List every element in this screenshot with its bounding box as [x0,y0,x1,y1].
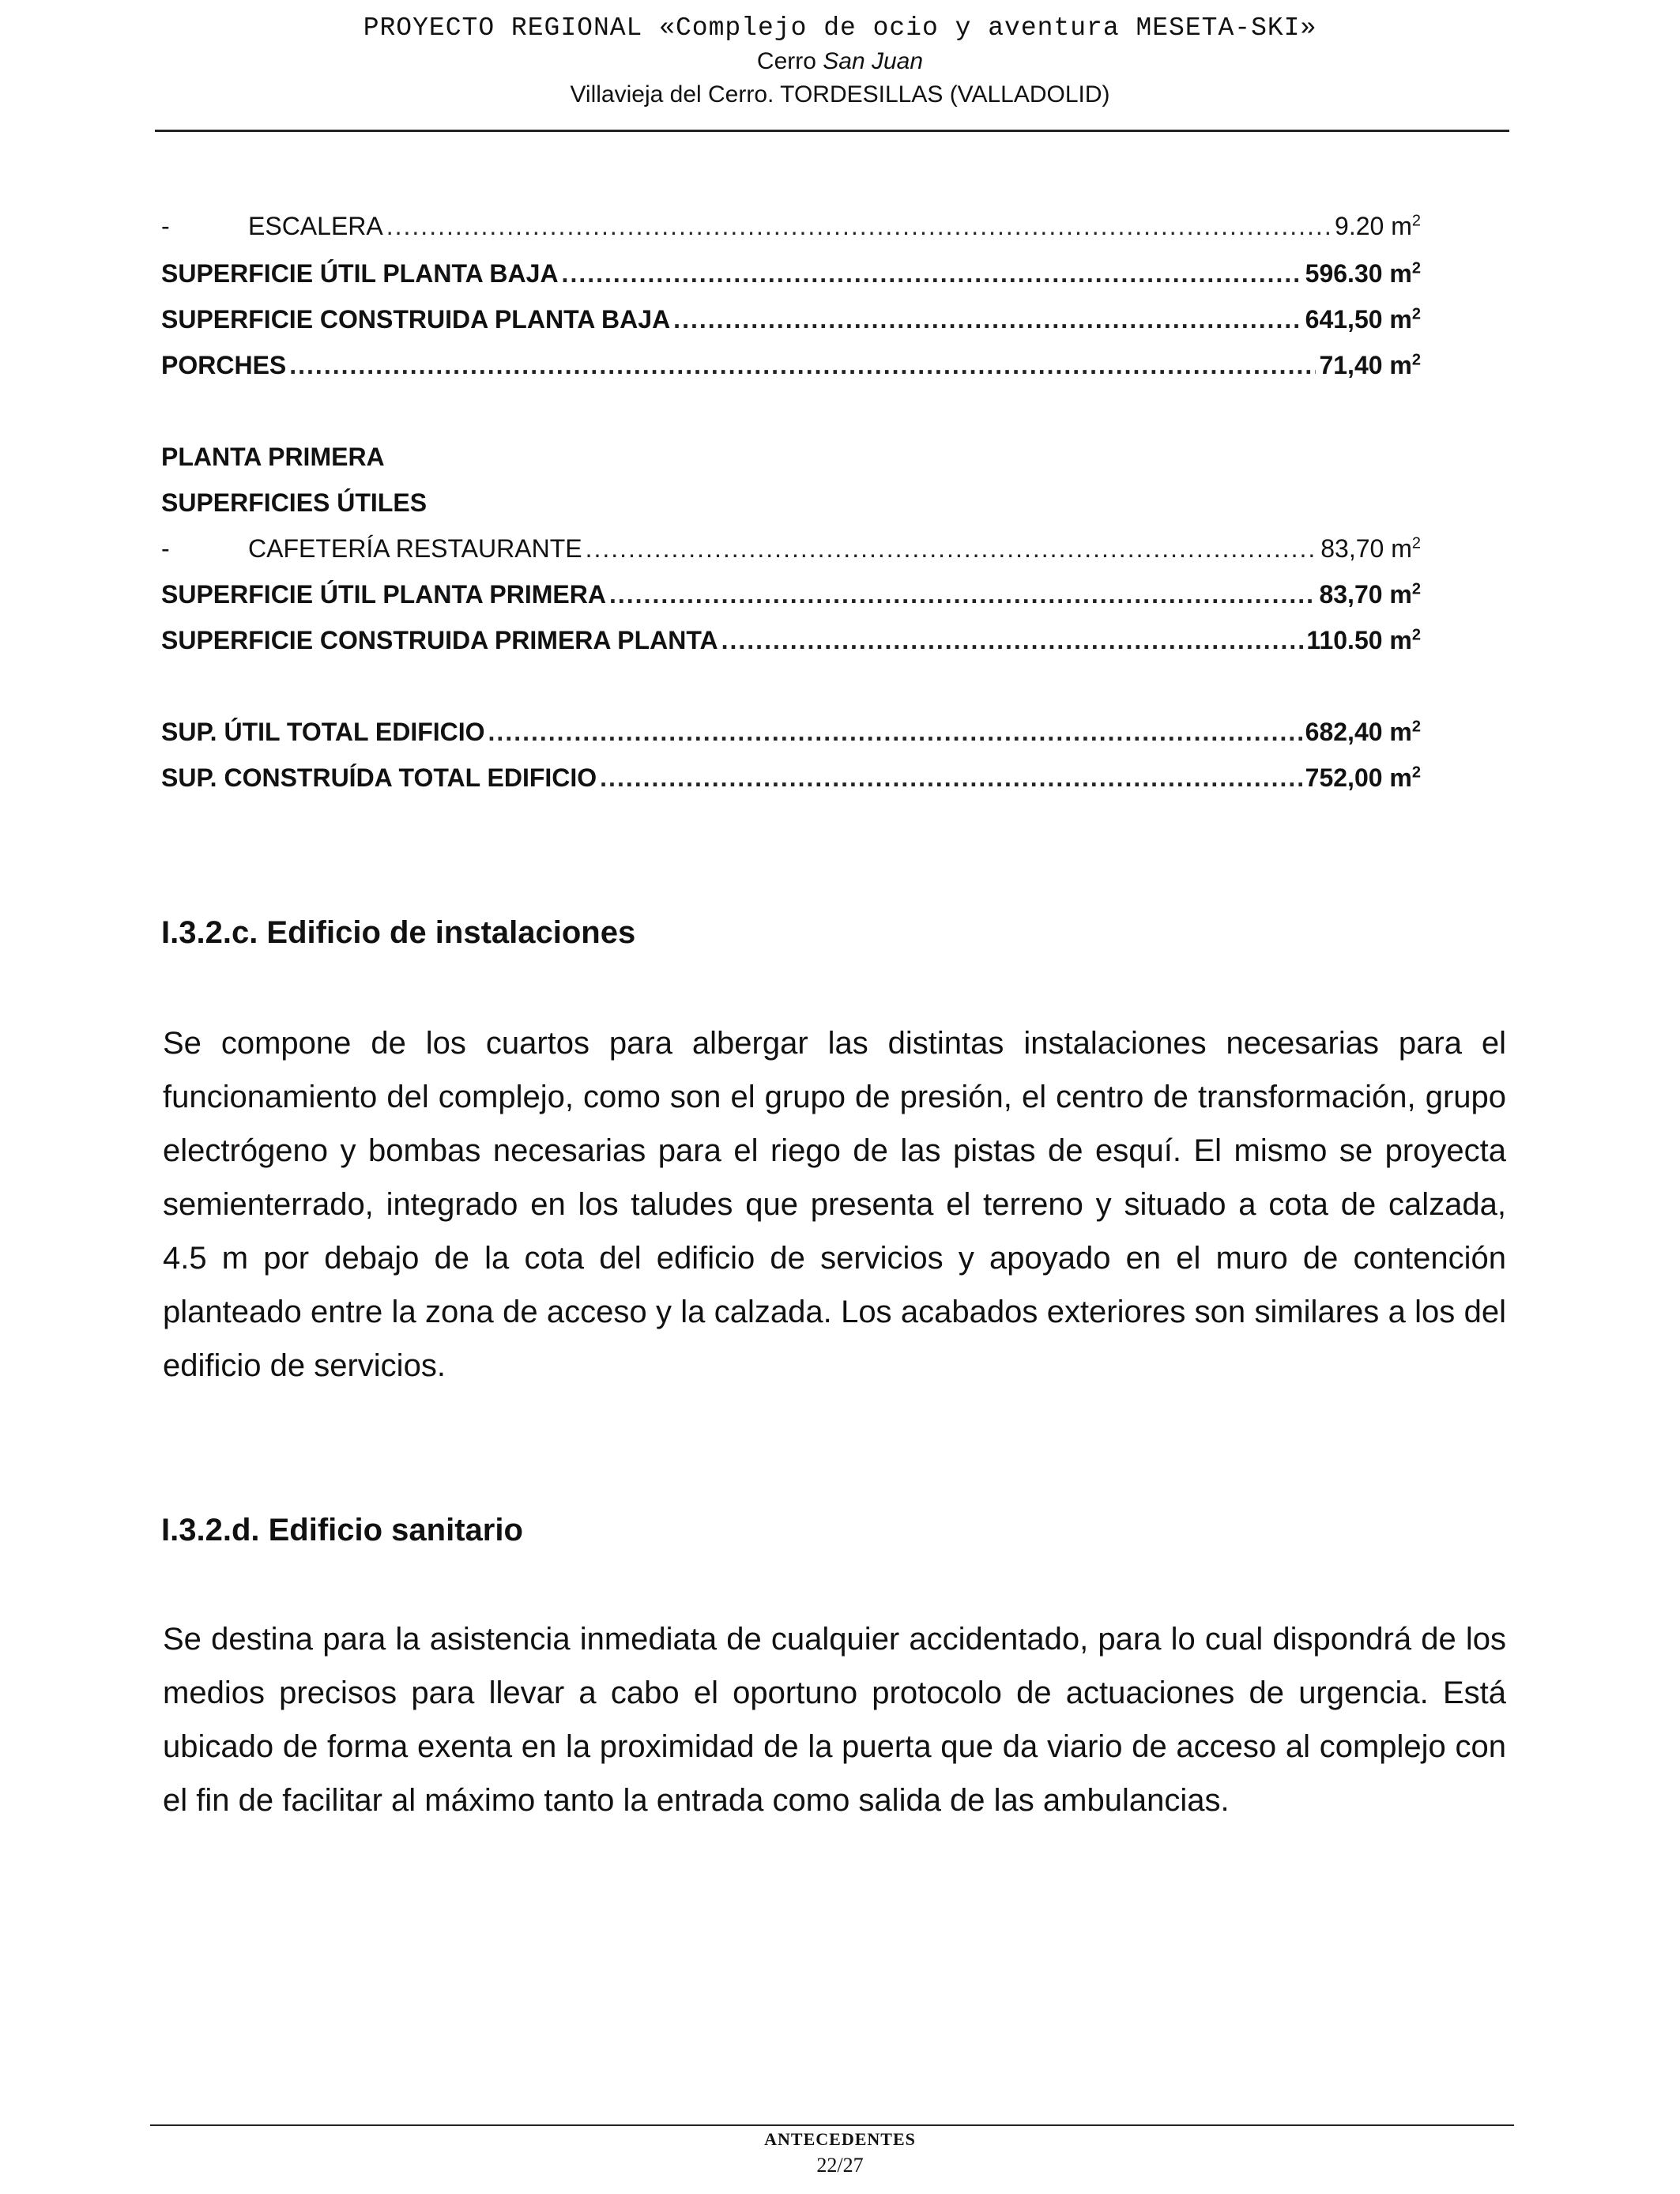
area-value: 71,40 $m^2$ [1319,351,1421,379]
header-divider [155,130,1509,132]
page-number: 22/27 [816,2154,864,2177]
dot-leader [609,577,1316,612]
area-value: 9.20 $m^2$ [1335,212,1421,240]
section-title-sanitario: I.3.2.d. Edificio sanitario [161,1513,523,1547]
area-value: 110.50 $m^2$ [1306,626,1421,654]
planta-primera-heading: PLANTA PRIMERA [161,443,385,471]
section-title-instalaciones: I.3.2.c. Edificio de instalaciones [161,915,636,950]
bullet-dash: - [161,534,170,563]
dot-leader [600,760,1302,795]
footer-section-name: ANTECEDENTES [764,2129,916,2149]
dot-leader [673,302,1301,337]
area-label: PORCHES [161,351,287,379]
area-label: CAFETERÍA RESTAURANTE [248,534,582,563]
area-row-cafeteria [161,531,1421,566]
area-label: SUPERFICIE CONSTRUIDA PRIMERA PLANTA [161,626,718,654]
area-row-construida-planta-baja [161,302,1421,337]
project-title: PROYECTO REGIONAL «Complejo de ocio y aventura MESETA-SKI» [363,13,1317,43]
site-name-prefix: Cerro [756,48,816,74]
area-row-porches [161,348,1421,383]
area-label: SUPERFICIE CONSTRUIDA PLANTA BAJA [161,305,671,334]
dot-leader [721,623,1304,658]
site-name [0,46,1680,77]
area-label: SUP. CONSTRUÍDA TOTAL EDIFICIO [161,763,597,792]
dot-leader [586,531,1318,566]
area-row-util-planta-primera [161,577,1421,612]
area-value: 596.30 $m^2$ [1305,259,1421,288]
area-value: 83,70 $m^2$ [1320,534,1421,563]
area-row-util-total [161,714,1421,749]
dot-leader [386,209,1332,243]
area-label: SUP. ÚTIL TOTAL EDIFICIO [161,718,485,746]
footer-divider [150,2124,1514,2126]
site-location: Villavieja del Cerro. TORDESILLAS (VALLADOLID) [570,81,1110,107]
dot-leader [562,256,1302,291]
dot-leader [488,714,1302,749]
area-label: ESCALERA [248,212,383,240]
area-label: SUPERFICIE ÚTIL PLANTA PRIMERA [161,580,606,609]
area-value: 752,00 $m^2$ [1305,763,1421,792]
area-value: 682,40 $m^2$ [1305,718,1421,746]
dot-leader [289,348,1316,383]
area-row-construida-primera-planta [161,623,1421,658]
area-value: 641,50 $m^2$ [1305,305,1421,334]
paragraph-instalaciones: Se compone de los cuartos para albergar las distintas instalaciones necesarias para el funcionamiento del complejo, como son el grupo de presión, el centro de transformación, grupo electrógeno y bombas necesarias para el riego de las pistas de esquí. El mismo se proyecta semienterrado, integrado en los taludes que presenta el terreno y situado a cota de calzada, 4.5 m por debajo de la cota del edificio de servicios y apoyado en el muro de contención planteado entre la zona de acceso y la calzada. Los acabados exteriores son similares a los del edificio de servicios. [163,1026,1506,1383]
area-row-util-planta-baja [161,256,1421,291]
area-value: 83,70 $m^2$ [1319,580,1421,609]
paragraph-sanitario: Se destina para la asistencia inmediata de cualquier accidentado, para lo cual dispondrá de los medios precisos para llevar a cabo el oportuno protocolo de actuaciones de urgencia. Está ubicado de forma exenta en la proximidad de la puerta que da viario de acceso al complejo con el fin de facilitar al máximo tanto la entrada como salida de las ambulancias. [163,1622,1506,1818]
bullet-dash: - [161,212,170,240]
page-header [0,11,1680,112]
site-name-italic: San Juan [823,48,924,74]
page-footer [0,2128,1680,2180]
superficies-utiles-heading: SUPERFICIES ÚTILES [161,488,428,517]
area-row-escalera [161,209,1421,243]
area-row-construida-total [161,760,1421,795]
area-label: SUPERFICIE ÚTIL PLANTA BAJA [161,259,559,288]
